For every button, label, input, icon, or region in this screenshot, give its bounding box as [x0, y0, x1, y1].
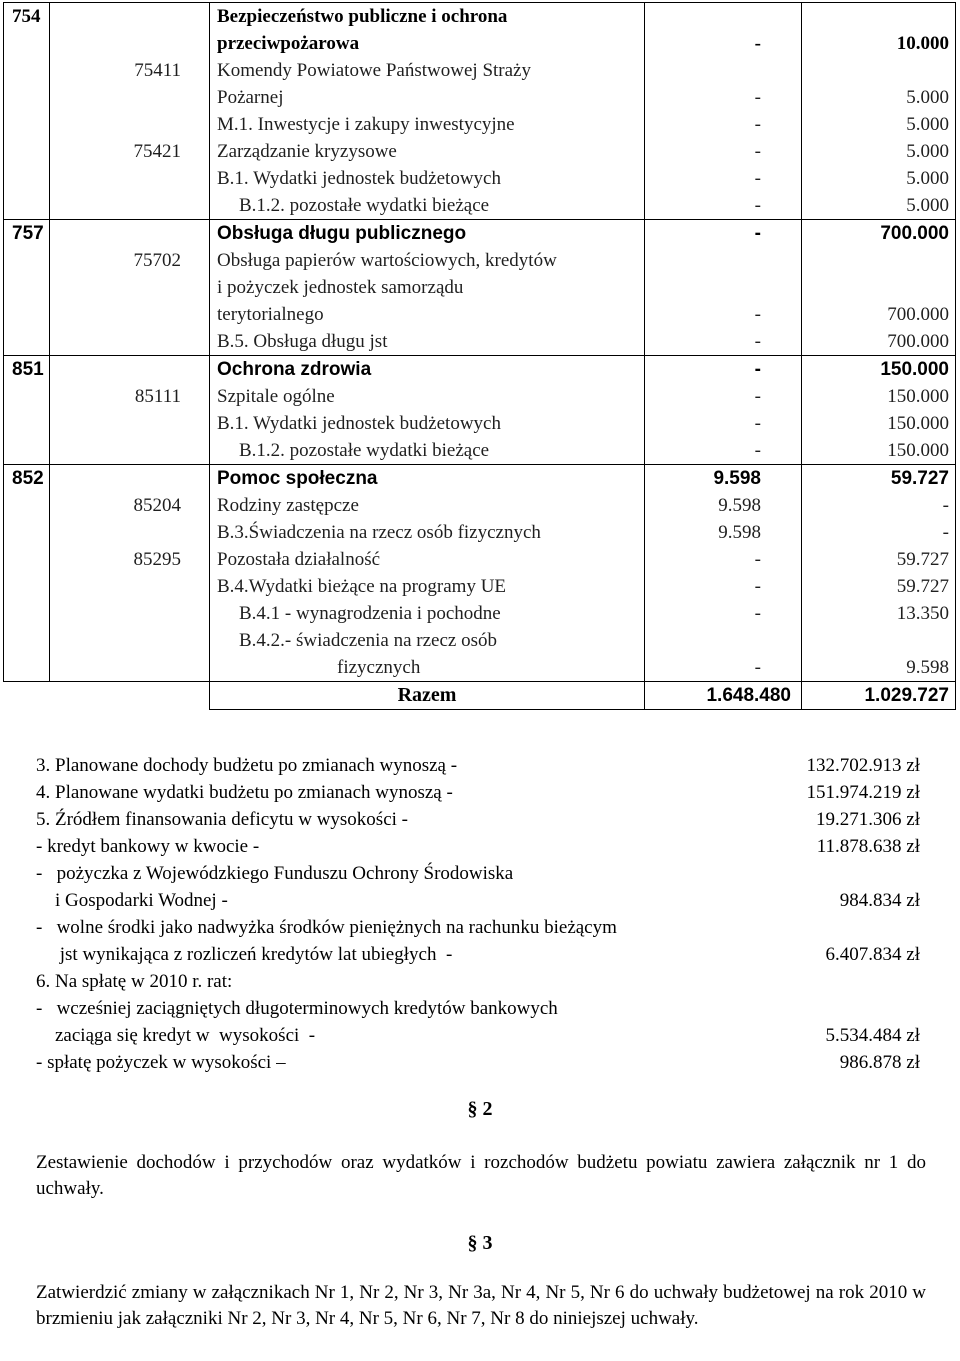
table-row: [4, 492, 956, 519]
cell-name-line: B.1.2. pozostałe wydatki bieżące: [239, 440, 490, 461]
cell-name-line: B.1.2. pozostałe wydatki bieżące: [239, 195, 490, 216]
blank-cell: [4, 682, 50, 710]
note-row: [36, 779, 926, 806]
table-row: [4, 383, 956, 410]
cell-decrease: 9.598: [645, 465, 802, 493]
cell-decrease: -: [645, 220, 802, 248]
cell-dzial: 851: [4, 356, 50, 384]
cell-decrease: -: [645, 573, 802, 600]
cell-rozdzial: 85295: [50, 546, 210, 573]
table-row: [4, 600, 956, 627]
cell-name-line: terytorialnego: [217, 304, 324, 325]
cell-name-line: Pomoc społeczna: [217, 468, 378, 489]
cell-name-line: Bezpieczeństwo publiczne i ochrona: [217, 6, 508, 27]
note-row: [36, 833, 926, 860]
cell-name: [210, 437, 645, 465]
cell-increase: 5.000: [802, 192, 956, 220]
cell-rozdzial: [50, 220, 210, 248]
cell-name-line: Zarządzanie kryzysowe: [217, 141, 397, 162]
cell-name: [210, 111, 645, 138]
total-label: Razem: [210, 682, 645, 710]
cell-dzial: 852: [4, 465, 50, 493]
cell-name: [210, 492, 645, 519]
cell-dzial: [4, 165, 50, 192]
table-row: [4, 356, 956, 384]
note-loan-amount: 984.834 zł: [839, 890, 920, 911]
cell-rozdzial: 85111: [50, 383, 210, 410]
cell-dzial: [4, 519, 50, 546]
cell-rozdzial: [50, 465, 210, 493]
cell-increase: 10.000: [802, 3, 956, 58]
cell-rozdzial: 85204: [50, 492, 210, 519]
cell-rozdzial: [50, 192, 210, 220]
cell-increase: 59.727: [802, 573, 956, 600]
cell-increase: 150.000: [802, 437, 956, 465]
cell-rozdzial: [50, 3, 210, 58]
cell-dzial: [4, 600, 50, 627]
cell-name: [210, 247, 645, 328]
note-credit-line1: - wcześniej zaciągniętych długoterminowych kredytów bankowych: [36, 998, 558, 1019]
note-free-line2: jst wynikająca z rozliczeń kredytów lat ubiegłych -: [36, 944, 453, 965]
table-row: [4, 546, 956, 573]
note-loan: [36, 860, 926, 914]
cell-increase: 13.350: [802, 600, 956, 627]
note-credit: [36, 995, 926, 1049]
cell-name: [210, 410, 645, 437]
cell-name-line: Pozostała działalność: [217, 549, 381, 570]
cell-name-line: B.1. Wydatki jednostek budżetowych: [217, 413, 501, 434]
notes-block: [36, 752, 926, 1076]
cell-increase: 59.727: [802, 546, 956, 573]
note-loan-line2: i Gospodarki Wodnej -: [36, 890, 228, 911]
note-amount: 19.271.306 zł: [816, 809, 920, 830]
cell-rozdzial: 75421: [50, 138, 210, 165]
cell-decrease: -: [645, 546, 802, 573]
note-text: 3. Planowane dochody budżetu po zmianach wynoszą -: [36, 755, 458, 776]
cell-name-line: Komendy Powiatowe Państwowej Straży: [217, 60, 531, 81]
cell-increase: 700.000: [802, 220, 956, 248]
table-row: [4, 437, 956, 465]
cell-dzial: [4, 138, 50, 165]
cell-name: [210, 138, 645, 165]
cell-rozdzial: 75702: [50, 247, 210, 328]
cell-dzial: [4, 57, 50, 111]
cell-rozdzial: [50, 519, 210, 546]
cell-decrease: -: [645, 627, 802, 682]
cell-name: [210, 192, 645, 220]
cell-rozdzial: [50, 356, 210, 384]
cell-name: [210, 627, 645, 682]
table-total-row: [4, 682, 956, 710]
cell-name-line: Rodziny zastępcze: [217, 495, 359, 516]
note-text: 4. Planowane wydatki budżetu po zmianach wynoszą -: [36, 782, 453, 803]
cell-name: [210, 165, 645, 192]
cell-name-line: M.1. Inwestycje i zakupy inwestycyjne: [217, 114, 515, 135]
section-3-text: Zatwierdzić zmiany w załącznikach Nr 1, Nr 2, Nr 3, Nr 3a, Nr 4, Nr 5, Nr 6 do uchwały budżetowej na rok 2010 w brzmieniu jak załączniki Nr 2, Nr 3, Nr 4, Nr 5, Nr 6, Nr 7, Nr 8 do niniejszej uchwały.: [36, 1282, 926, 1329]
note-amount: 11.878.638 zł: [816, 836, 920, 857]
cell-name: [210, 573, 645, 600]
table-row: [4, 165, 956, 192]
note-row: [36, 968, 926, 995]
cell-increase: 5.000: [802, 165, 956, 192]
note-free-amount: 6.407.834 zł: [825, 944, 920, 965]
table-row: [4, 328, 956, 356]
cell-name-line: Szpitale ogólne: [217, 386, 335, 407]
cell-increase: 150.000: [802, 356, 956, 384]
cell-increase: -: [802, 492, 956, 519]
note-text: - kredyt bankowy w kwocie -: [36, 836, 260, 857]
cell-name: [210, 600, 645, 627]
cell-increase: 700.000: [802, 328, 956, 356]
cell-name-line: B.3.Świadczenia na rzecz osób fizycznych: [217, 522, 541, 543]
note-row: [36, 806, 926, 833]
cell-rozdzial: [50, 328, 210, 356]
cell-dzial: [4, 573, 50, 600]
cell-name-line: Pożarnej: [217, 87, 284, 108]
note-loan-line1: - pożyczka z Wojewódzkiego Funduszu Ochrony Środowiska: [36, 863, 514, 884]
cell-name: [210, 57, 645, 111]
table-row: [4, 410, 956, 437]
cell-decrease: 9.598: [645, 492, 802, 519]
cell-name-line: B.4.1 - wynagrodzenia i pochodne: [239, 603, 501, 624]
cell-dzial: [4, 192, 50, 220]
cell-decrease: -: [645, 410, 802, 437]
section-2-text: Zestawienie dochodów i przychodów oraz wydatków i rozchodów budżetu powiatu zawiera załącznik nr 1 do uchwały.: [36, 1152, 926, 1199]
cell-rozdzial: [50, 600, 210, 627]
cell-name-line: B.1. Wydatki jednostek budżetowych: [217, 168, 501, 189]
cell-name-line: przeciwpożarowa: [217, 33, 360, 54]
table-row: [4, 519, 956, 546]
cell-dzial: [4, 546, 50, 573]
cell-name-line: B.4.2.- świadczenia na rzecz osób: [239, 630, 497, 651]
cell-decrease: -: [645, 328, 802, 356]
section-3-heading: § 3: [467, 1232, 493, 1254]
table-row: [4, 57, 956, 111]
cell-dzial: 754: [4, 3, 50, 58]
note-row: [36, 752, 926, 779]
budget-table: [3, 2, 956, 710]
note-free-line1: - wolne środki jako nadwyżka środków pieniężnych na rachunku bieżącym: [36, 917, 617, 938]
cell-decrease: -: [645, 383, 802, 410]
note-free-funds: [36, 914, 926, 968]
cell-rozdzial: [50, 437, 210, 465]
table-row: [4, 138, 956, 165]
cell-decrease: -: [645, 437, 802, 465]
cell-dzial: [4, 492, 50, 519]
note-amount: 132.702.913 zł: [806, 755, 920, 776]
cell-dzial: [4, 328, 50, 356]
cell-name: [210, 519, 645, 546]
cell-dzial: [4, 437, 50, 465]
cell-decrease: 9.598: [645, 519, 802, 546]
cell-decrease: -: [645, 57, 802, 111]
table-row: [4, 247, 956, 328]
table-row: [4, 3, 956, 58]
total-decrease: 1.648.480: [645, 682, 802, 710]
cell-decrease: -: [645, 111, 802, 138]
note-credit-line2: zaciąga się kredyt w wysokości -: [36, 1025, 316, 1046]
cell-dzial: 757: [4, 220, 50, 248]
cell-name-line: i pożyczek jednostek samorządu: [217, 277, 464, 298]
cell-name: [210, 220, 645, 248]
cell-name-line: Obsługa papierów wartościowych, kredytów: [217, 250, 557, 271]
cell-dzial: [4, 410, 50, 437]
cell-decrease: -: [645, 600, 802, 627]
cell-increase: 150.000: [802, 383, 956, 410]
note-text: 5. Źródłem finansowania deficytu w wysokości -: [36, 809, 408, 830]
section-2-heading: § 2: [467, 1098, 493, 1120]
cell-rozdzial: [50, 111, 210, 138]
cell-rozdzial: [50, 410, 210, 437]
cell-name-line: B.4.Wydatki bieżące na programy UE: [217, 576, 507, 597]
table-row: [4, 627, 956, 682]
cell-name: [210, 328, 645, 356]
cell-increase: 59.727: [802, 465, 956, 493]
cell-decrease: -: [645, 3, 802, 58]
budget-table-body: [4, 3, 956, 710]
cell-increase: 5.000: [802, 138, 956, 165]
cell-increase: 700.000: [802, 247, 956, 328]
table-row: [4, 111, 956, 138]
cell-increase: -: [802, 519, 956, 546]
cell-dzial: [4, 627, 50, 682]
note-credit-amount: 5.534.484 zł: [825, 1025, 920, 1046]
cell-dzial: [4, 383, 50, 410]
cell-decrease: -: [645, 165, 802, 192]
cell-name: [210, 383, 645, 410]
blank-cell: [50, 682, 210, 710]
note-text: - spłatę pożyczek w wysokości –: [36, 1052, 286, 1073]
cell-decrease: -: [645, 138, 802, 165]
cell-name: [210, 356, 645, 384]
cell-dzial: [4, 247, 50, 328]
cell-increase: 5.000: [802, 111, 956, 138]
note-amount: 151.974.219 zł: [806, 782, 920, 803]
table-row: [4, 465, 956, 493]
table-row: [4, 573, 956, 600]
cell-dzial: [4, 111, 50, 138]
cell-decrease: -: [645, 192, 802, 220]
note-text: 6. Na spłatę w 2010 r. rat:: [36, 971, 233, 992]
cell-name-line: B.5. Obsługa długu jst: [217, 331, 388, 352]
cell-name-line: fizycznych: [337, 657, 421, 678]
cell-decrease: -: [645, 356, 802, 384]
cell-rozdzial: 75411: [50, 57, 210, 111]
cell-name: [210, 3, 645, 58]
cell-rozdzial: [50, 627, 210, 682]
cell-decrease: -: [645, 247, 802, 328]
cell-rozdzial: [50, 165, 210, 192]
cell-increase: 9.598: [802, 627, 956, 682]
total-increase: 1.029.727: [802, 682, 956, 710]
cell-name: [210, 546, 645, 573]
table-row: [4, 220, 956, 248]
note-row: [36, 1049, 926, 1076]
note-amount: 986.878 zł: [839, 1052, 920, 1073]
cell-increase: 150.000: [802, 410, 956, 437]
cell-name-line: Ochrona zdrowia: [217, 359, 372, 380]
table-row: [4, 192, 956, 220]
cell-rozdzial: [50, 573, 210, 600]
cell-name: [210, 465, 645, 493]
cell-name-line: Obsługa długu publicznego: [217, 223, 467, 244]
cell-increase: 5.000: [802, 57, 956, 111]
